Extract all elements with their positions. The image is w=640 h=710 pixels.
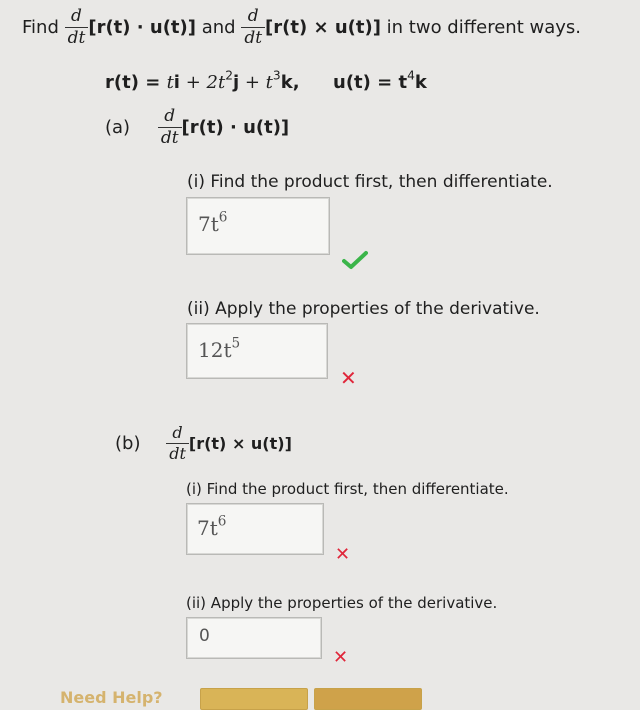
part-b-i-label: (i) Find the product first, then differentiate. [186,480,509,498]
part-a-derivative: $\frac{d}{dt}$ [158,108,182,147]
part-b-ii-answer-value: 0 [199,626,210,646]
dot-product-expression: [r(t) · u(t)] [88,17,196,38]
part-a-i-answer-value: 7t [198,212,219,236]
cross-product-expression: [r(t) × u(t)] [265,17,381,38]
part-a-expression: [r(t) · u(t)] [181,117,290,138]
part-a-i-label: (i) Find the product first, then differentiate. [187,172,553,192]
find-label: Find [22,17,59,38]
part-b-derivative: $\frac{d}{dt}$ [166,425,189,462]
r-definition-label: r(t) = [105,72,167,93]
problem-tail: in two different ways. [386,17,581,38]
correct-check-icon [342,250,368,270]
read-it-button[interactable] [200,688,308,710]
part-b-heading [115,425,292,462]
incorrect-cross-icon-2: ✕ [335,544,351,565]
part-b-ii-label: (ii) Apply the properties of the derivative. [186,594,498,612]
part-b-expression: [r(t) × u(t)] [188,434,292,453]
derivative-operator-2: $\frac{d}{dt}$ [241,8,265,47]
part-a-ii-label: (ii) Apply the properties of the derivative. [187,299,540,319]
part-a-ii-answer-value: 12t [198,338,232,362]
part-a-ii-answer-field[interactable]: $12t^5$ [186,323,328,379]
given-functions: r(t) = ti + $2t^2j + t^3k$, $u(t) = t^4k$ [105,68,427,93]
derivative-operator: $\frac{d}{dt}$ [65,8,89,47]
part-b-i-answer-value: 7t [197,516,218,540]
incorrect-cross-icon: ✕ [340,366,357,390]
part-a-i-answer-field[interactable]: $7t^6$ [186,197,330,255]
watch-it-button[interactable] [314,688,422,710]
incorrect-cross-icon-3: ✕ [333,647,349,668]
part-a-heading [105,108,289,147]
part-b-i-answer-field[interactable]: $7t^6$ [186,503,324,555]
and-label: and [201,17,236,38]
part-b-label: (b) [115,433,141,454]
part-b-ii-answer-field[interactable] [186,617,322,659]
need-help-label: Need Help? [60,688,163,707]
problem-statement [22,8,581,47]
part-a-label: (a) [105,117,131,138]
u-definition-label: u(t) = t [333,72,408,93]
